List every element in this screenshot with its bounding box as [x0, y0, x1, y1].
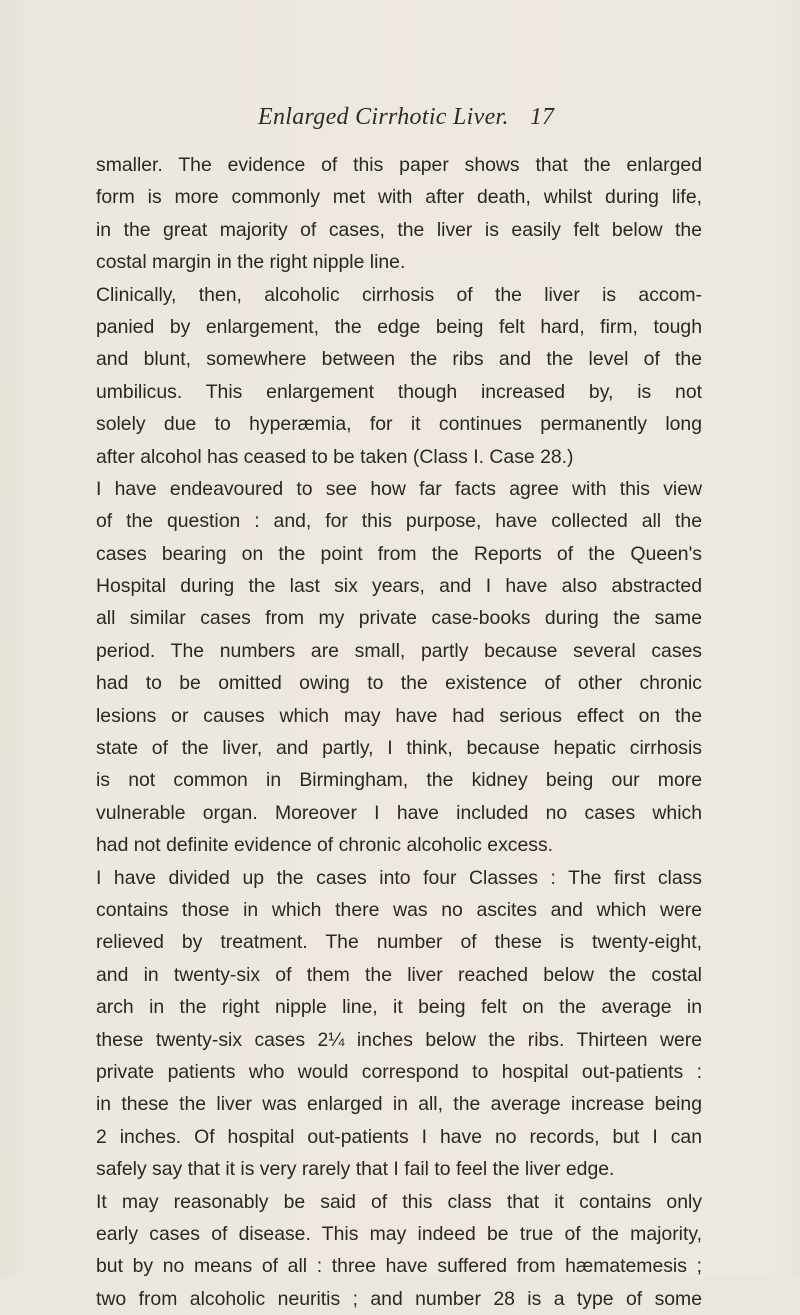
text-line: in the great majority of cases, the liver is easily felt below the: [96, 218, 702, 241]
text-line: relieved by treatment. The number of these is twenty-eight,: [96, 931, 702, 954]
text-line: costal margin in the right nipple line.: [96, 251, 406, 274]
text-line: It may reasonably be said of this class that it contains only: [96, 1190, 702, 1213]
page-header: [0, 104, 800, 140]
text-line: two from alcoholic neuritis ; and number 28 is a type of some: [96, 1287, 702, 1310]
running-title: Enlarged Cirrhotic Liver.: [258, 104, 509, 130]
text-line: arch in the right nipple line, it being felt on the average in: [96, 996, 702, 1019]
text-line: state of the liver, and partly, I think, because hepatic cirrhosis: [96, 737, 702, 760]
text-line: but by no means of all : three have suffered from hæmatemesis ;: [96, 1255, 702, 1278]
text-line: private patients who would correspond to hospital out-patients :: [96, 1060, 702, 1083]
text-line: I have endeavoured to see how far facts agree with this view: [96, 477, 702, 500]
text-line: 2 inches. Of hospital out-patients I have no records, but I can: [96, 1125, 702, 1148]
text-line: period. The numbers are small, partly because several cases: [96, 639, 702, 662]
text-line: all similar cases from my private case-books during the same: [96, 607, 702, 630]
text-line: early cases of disease. This may indeed be true of the majority,: [96, 1222, 702, 1245]
page-number: 17: [530, 104, 554, 130]
text-line: I have divided up the cases into four Classes : The first class: [96, 866, 702, 889]
text-line: after alcohol has ceased to be taken (Class I. Case 28.): [96, 445, 574, 468]
text-line: vulnerable organ. Moreover I have included no cases which: [96, 801, 702, 824]
text-line: Hospital during the last six years, and I have also abstracted: [96, 575, 702, 598]
text-line: Clinically, then, alcoholic cirrhosis of the liver is accom-: [96, 283, 702, 306]
text-line: form is more commonly met with after death, whilst during life,: [96, 186, 702, 209]
text-line: contains those in which there was no ascites and which were: [96, 898, 702, 921]
text-line: cases bearing on the point from the Reports of the Queen's: [96, 542, 702, 565]
text-line: had to be omitted owing to the existence of other chronic: [96, 672, 702, 695]
text-line: and in twenty-six of them the liver reached below the costal: [96, 963, 702, 986]
text-line: is not common in Birmingham, the kidney being our more: [96, 769, 702, 792]
text-line: and blunt, somewhere between the ribs and the level of the: [96, 348, 702, 371]
body-text: [96, 149, 702, 1315]
text-line: these twenty-six cases 2¼ inches below the ribs. Thirteen were: [96, 1028, 702, 1051]
text-line: in these the liver was enlarged in all, the average increase being: [96, 1093, 702, 1116]
text-line: solely due to hyperæmia, for it continues permanently long: [96, 413, 702, 436]
text-line: lesions or causes which may have had serious effect on the: [96, 704, 702, 727]
text-line: safely say that it is very rarely that I fail to feel the liver edge.: [96, 1158, 615, 1181]
text-line: umbilicus. This enlargement though increased by, is not: [96, 380, 702, 403]
text-line: of the question : and, for this purpose, have collected all the: [96, 510, 702, 533]
text-line: panied by enlargement, the edge being felt hard, firm, tough: [96, 315, 702, 338]
text-line: smaller. The evidence of this paper shows that the enlarged: [96, 154, 702, 176]
text-line: had not definite evidence of chronic alcoholic excess.: [96, 834, 554, 857]
